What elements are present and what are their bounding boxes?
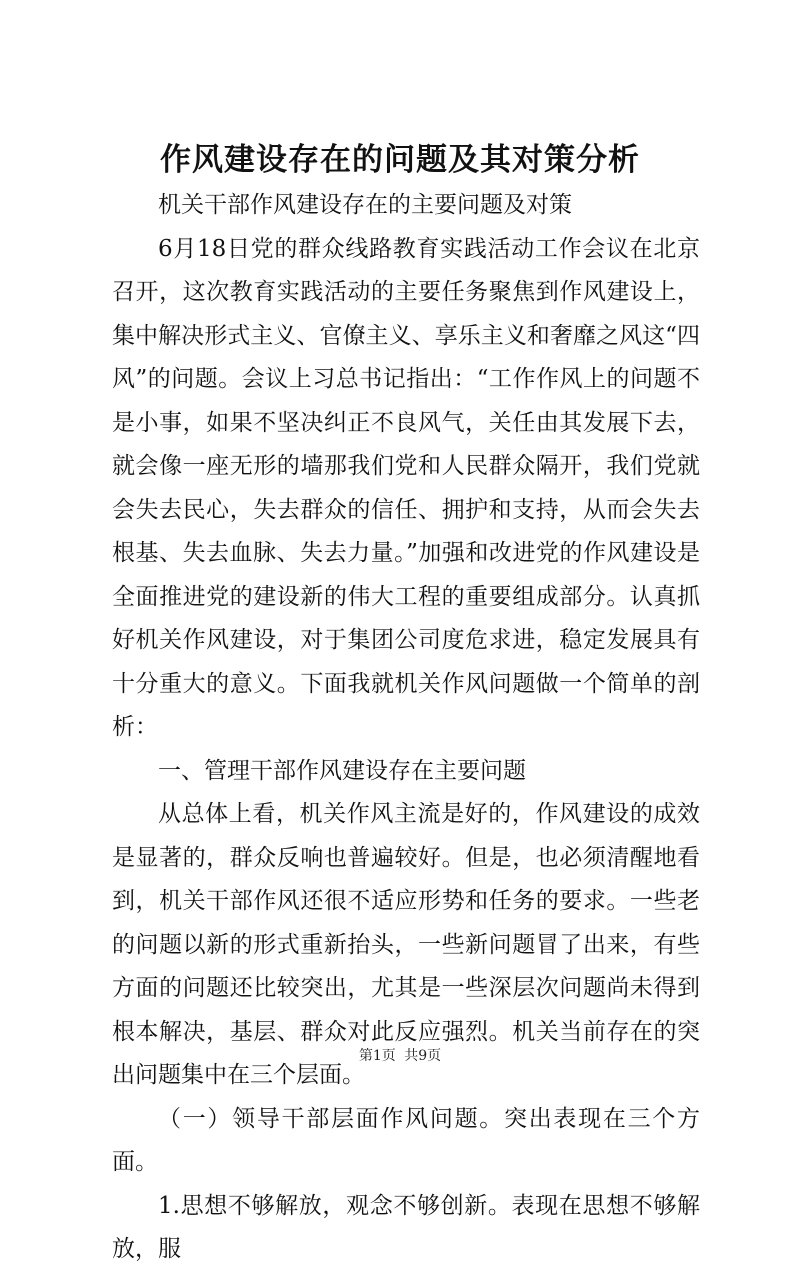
document-title: 作风建设存在的问题及其对策分析 bbox=[160, 142, 640, 178]
page-total: 共9页 bbox=[404, 1048, 442, 1064]
paragraph-overview: 从总体上看，机关作风主流是好的，作风建设的成效是显著的，群众反响也普遍较好。但是，也必须清醒地看到，机关干部作风还很不适应形势和任务的要求。一些老的问题以新的形式重新抬头，一些新问题冒了出来，有些方面的问题还比较突出，尤其是一些深层次问题尚未得到根本解决，基层、群众对此反应强烈。机关当前存在的突出问题集中在三个层面。 bbox=[112, 801, 700, 1088]
section-heading-1: 一、管理干部作风建设存在主要问题 bbox=[158, 757, 526, 784]
paragraph-point-1: 1.思想不够解放，观念不够创新。表现在思想不够解放，服 bbox=[112, 1192, 700, 1262]
subsection-heading-1: （一）领导干部层面作风问题。突出表现在三个方面。 bbox=[112, 1105, 700, 1175]
paragraph-intro: 6月18日党的群众线路教育实践活动工作会议在北京召开，这次教育实践活动的主要任务聚焦到作风建设上，集中解决形式主义、官僚主义、享乐主义和奢靡之风这“四风”的问题。会议上习总书记指出：“工作作风上的问题不是小事，如果不坚决纠正不良风气，关任由其发展下去，就会像一座无形的墙那我们党和人民群众隔开，我们党就会失去民心，失去群众的信任、拥护和支持，从而会失去根基、失去血脉、失去力量。”加强和改进党的作风建设是全面推进党的建设新的伟大工程的重要组成部分。认真抓好机关作风建设，对于集团公司度危求进，稳定发展具有十分重大的意义。下面我就机关作风问题做一个简单的剖析： bbox=[112, 235, 700, 740]
page-footer bbox=[0, 1046, 800, 1066]
paragraph-subtitle: 机关干部作风建设存在的主要问题及对策 bbox=[158, 192, 572, 218]
document-body bbox=[112, 184, 700, 1272]
page-number: 第1页 bbox=[358, 1048, 396, 1064]
